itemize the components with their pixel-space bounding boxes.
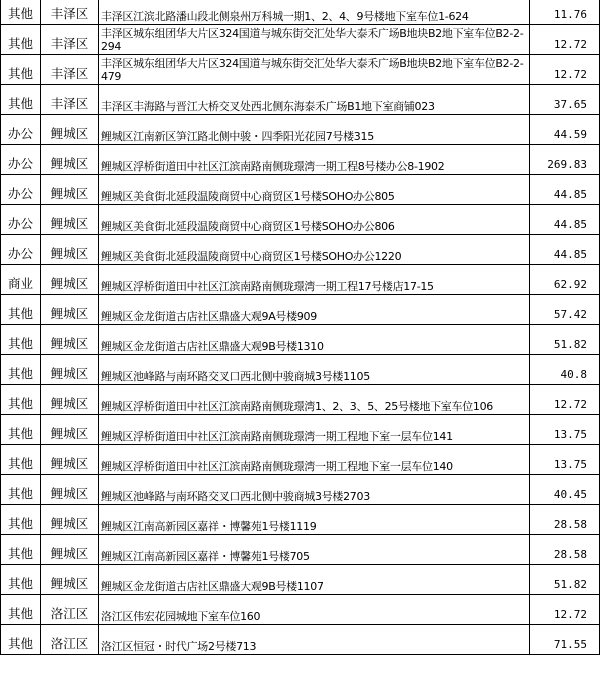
location-cell: 鲤城区江南高新园区嘉祥・博馨苑1号楼1119 [99, 505, 530, 535]
table-row [1, 55, 600, 85]
location-cell: 鲤城区池峰路与南环路交叉口西北侧中骏商城3号楼1105 [99, 355, 530, 385]
location-cell: 鲤城区浮桥街道田中社区江滨南路南侧珑璟湾一期工程地下室一层车位141 [99, 415, 530, 445]
district-cell: 丰泽区 [41, 85, 99, 115]
district-cell: 鲤城区 [41, 115, 99, 145]
usage-type-cell: 其他 [1, 355, 41, 385]
table-row [1, 325, 600, 355]
table-row [1, 415, 600, 445]
usage-type-cell: 其他 [1, 445, 41, 475]
usage-type-cell: 办公 [1, 175, 41, 205]
area-cell: 12.72 [530, 595, 600, 625]
location-cell: 洛江区恒冠・时代广场2号楼713 [99, 625, 530, 655]
area-cell: 51.82 [530, 565, 600, 595]
table-row [1, 505, 600, 535]
area-cell: 269.83 [530, 145, 600, 175]
location-cell: 丰泽区城东组团华大片区324国道与城东街交汇处华大泰禾广场B地块B2地下室车位B2-2-294 [99, 25, 530, 55]
area-cell: 44.85 [530, 205, 600, 235]
table-row [1, 25, 600, 55]
table-row [1, 445, 600, 475]
table-row [1, 205, 600, 235]
area-cell: 71.55 [530, 625, 600, 655]
location-cell: 鲤城区浮桥街道田中社区江滨南路南侧珑璟湾一期工程8号楼办公8-1902 [99, 145, 530, 175]
area-cell: 12.72 [530, 55, 600, 85]
usage-type-cell: 其他 [1, 505, 41, 535]
district-cell: 丰泽区 [41, 0, 99, 25]
area-cell: 40.45 [530, 475, 600, 505]
district-cell: 鲤城区 [41, 325, 99, 355]
table-row [1, 145, 600, 175]
usage-type-cell: 其他 [1, 85, 41, 115]
district-cell: 洛江区 [41, 595, 99, 625]
district-cell: 鲤城区 [41, 505, 99, 535]
table-row [1, 625, 600, 655]
area-cell: 13.75 [530, 415, 600, 445]
area-cell: 28.58 [530, 505, 600, 535]
area-cell: 13.75 [530, 445, 600, 475]
area-cell: 12.72 [530, 385, 600, 415]
location-cell: 鲤城区金龙街道古店社区鼎盛大观9B号楼1107 [99, 565, 530, 595]
district-cell: 鲤城区 [41, 535, 99, 565]
area-cell: 57.42 [530, 295, 600, 325]
location-cell: 鲤城区江南新区笋江路北侧中骏・四季阳光花园7号楼315 [99, 115, 530, 145]
table-row [1, 0, 600, 25]
usage-type-cell: 其他 [1, 325, 41, 355]
district-cell: 鲤城区 [41, 295, 99, 325]
table-body [1, 0, 600, 655]
table-row [1, 265, 600, 295]
usage-type-cell: 其他 [1, 55, 41, 85]
location-cell: 鲤城区浮桥街道田中社区江滨南路南侧珑璟湾一期工程17号楼店17-15 [99, 265, 530, 295]
location-cell: 鲤城区美食街北延段温陵商贸中心商贸区1号楼SOHO办公805 [99, 175, 530, 205]
usage-type-cell: 其他 [1, 25, 41, 55]
usage-type-cell: 其他 [1, 535, 41, 565]
district-cell: 鲤城区 [41, 145, 99, 175]
area-cell: 40.8 [530, 355, 600, 385]
usage-type-cell: 其他 [1, 595, 41, 625]
usage-type-cell: 其他 [1, 625, 41, 655]
district-cell: 洛江区 [41, 625, 99, 655]
usage-type-cell: 其他 [1, 0, 41, 25]
area-cell: 11.76 [530, 0, 600, 25]
district-cell: 鲤城区 [41, 565, 99, 595]
table-row [1, 355, 600, 385]
location-cell: 鲤城区美食街北延段温陵商贸中心商贸区1号楼SOHO办公806 [99, 205, 530, 235]
table-row [1, 475, 600, 505]
district-cell: 鲤城区 [41, 205, 99, 235]
area-cell: 28.58 [530, 535, 600, 565]
area-cell: 37.65 [530, 85, 600, 115]
usage-type-cell: 其他 [1, 475, 41, 505]
district-cell: 鲤城区 [41, 445, 99, 475]
location-cell: 鲤城区江南高新园区嘉祥・博馨苑1号楼705 [99, 535, 530, 565]
table-row [1, 85, 600, 115]
location-cell: 洛江区伟宏花园城地下室车位160 [99, 595, 530, 625]
location-cell: 丰泽区丰海路与晋江大桥交叉处西北侧东海泰禾广场B1地下室商铺023 [99, 85, 530, 115]
table-row [1, 595, 600, 625]
district-cell: 鲤城区 [41, 235, 99, 265]
district-cell: 鲤城区 [41, 175, 99, 205]
usage-type-cell: 其他 [1, 565, 41, 595]
table-row [1, 535, 600, 565]
area-cell: 62.92 [530, 265, 600, 295]
usage-type-cell: 其他 [1, 385, 41, 415]
area-cell: 44.59 [530, 115, 600, 145]
location-cell: 鲤城区浮桥街道田中社区江滨南路南侧珑璟湾一期工程地下室一层车位140 [99, 445, 530, 475]
area-cell: 44.85 [530, 235, 600, 265]
usage-type-cell: 其他 [1, 415, 41, 445]
location-cell: 鲤城区浮桥街道田中社区江滨南路南侧珑璟湾1、2、3、5、25号楼地下室车位106 [99, 385, 530, 415]
table-row [1, 175, 600, 205]
location-cell: 鲤城区池峰路与南环路交叉口西北侧中骏商城3号楼2703 [99, 475, 530, 505]
district-cell: 丰泽区 [41, 55, 99, 85]
district-cell: 丰泽区 [41, 25, 99, 55]
district-cell: 鲤城区 [41, 475, 99, 505]
district-cell: 鲤城区 [41, 415, 99, 445]
area-cell: 44.85 [530, 175, 600, 205]
table-row [1, 565, 600, 595]
district-cell: 鲤城区 [41, 385, 99, 415]
usage-type-cell: 办公 [1, 235, 41, 265]
location-cell: 丰泽区城东组团华大片区324国道与城东街交汇处华大泰禾广场B地块B2地下室车位B2-2-479 [99, 55, 530, 85]
district-cell: 鲤城区 [41, 355, 99, 385]
location-cell: 鲤城区金龙街道古店社区鼎盛大观9A号楼909 [99, 295, 530, 325]
usage-type-cell: 办公 [1, 205, 41, 235]
location-cell: 鲤城区美食街北延段温陵商贸中心商贸区1号楼SOHO办公1220 [99, 235, 530, 265]
location-cell: 丰泽区江滨北路潘山段北侧泉州万科城一期1、2、4、9号楼地下室车位1-624 [99, 0, 530, 25]
table-row [1, 385, 600, 415]
table-row [1, 295, 600, 325]
usage-type-cell: 办公 [1, 115, 41, 145]
usage-type-cell: 商业 [1, 265, 41, 295]
usage-type-cell: 办公 [1, 145, 41, 175]
area-cell: 12.72 [530, 25, 600, 55]
location-cell: 鲤城区金龙街道古店社区鼎盛大观9B号楼1310 [99, 325, 530, 355]
table-row [1, 235, 600, 265]
district-cell: 鲤城区 [41, 265, 99, 295]
area-cell: 51.82 [530, 325, 600, 355]
usage-type-cell: 其他 [1, 295, 41, 325]
table-row [1, 115, 600, 145]
